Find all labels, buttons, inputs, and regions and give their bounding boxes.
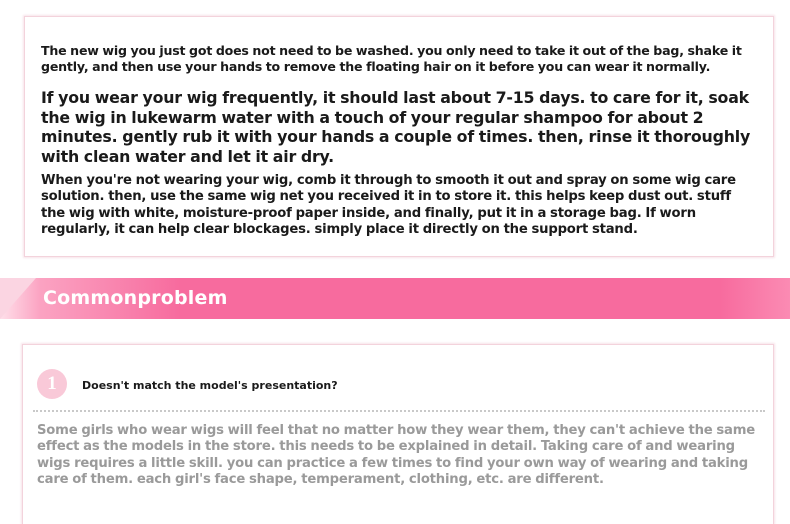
banner-fold-decoration bbox=[0, 278, 36, 319]
section-title: Commonproblem bbox=[43, 287, 228, 309]
faq-question: Doesn't match the model's presentation? bbox=[82, 379, 338, 392]
section-banner bbox=[0, 278, 790, 319]
care-paragraph-new-wig: The new wig you just got does not need to be washed. you only need to take it out of the bag, shake it gently, and then use your hands to remove the floating hair on it before you can wear it normally. bbox=[41, 43, 742, 74]
faq-divider bbox=[33, 410, 765, 412]
faq-answer: Some girls who wear wigs will feel that no matter how they wear them, they can't achieve the same effect as the models in the store. this needs to be explained in detail. Taking care of and wearing wigs requires a little skill. you can practice a few times to find your own way of wearing and taking care of them. each girl's face shape, temperament, clothing, etc. are different. bbox=[37, 423, 756, 488]
faq-card bbox=[22, 344, 774, 524]
care-paragraph-washing: If you wear your wig frequently, it should last about 7-15 days. to care for it, soak the wig in lukewarm water with a touch of your regular shampoo for about 2 minutes. gently rub it with your hands a couple of times. then, rinse it thoroughly with clean water and let it air dry. bbox=[41, 88, 751, 166]
care-paragraph-storage: When you're not wearing your wig, comb it through to smooth it out and spray on some wig care solution. then, use the same wig net you received it in to store it. this helps keep dust out. stuff the wig with white, moisture-proof paper inside, and finally, put it in a storage bag. If worn regularly, it can help clear blockages. simply place it directly on the support stand. bbox=[41, 173, 736, 238]
care-instructions-card bbox=[24, 16, 774, 257]
faq-number-badge: 1 bbox=[37, 369, 67, 399]
